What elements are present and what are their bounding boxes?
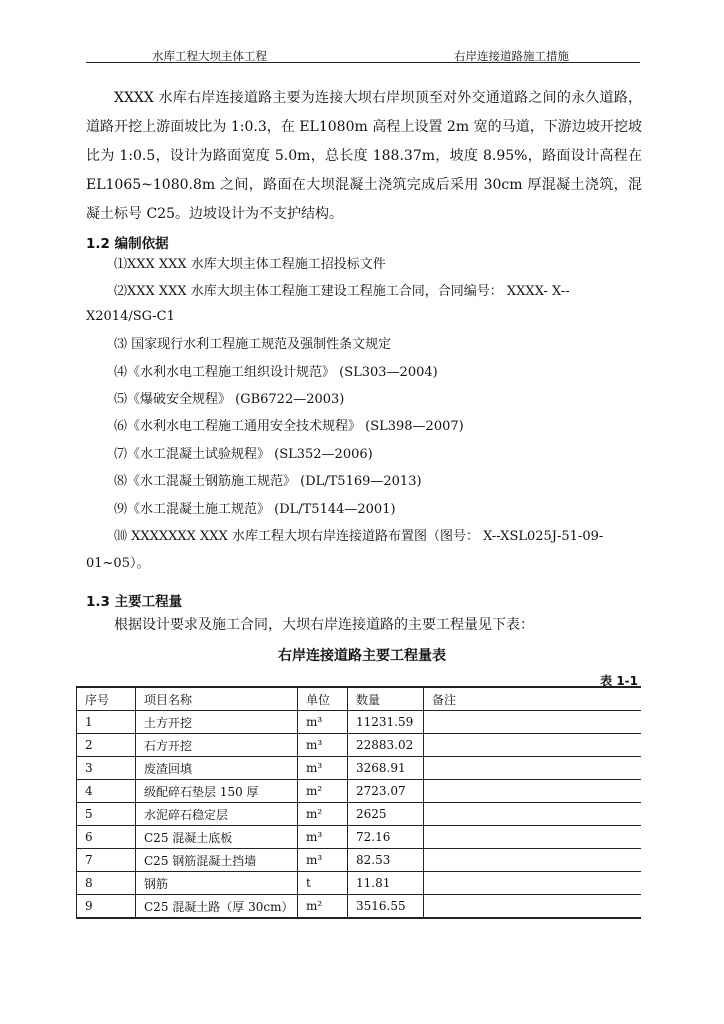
cell-remarks bbox=[424, 734, 642, 757]
reference-item: ⑼《水工混凝土施工规范》 (DL/T5144—2001) bbox=[114, 502, 396, 517]
table-title: 右岸连接道路主要工程量表 bbox=[278, 648, 446, 664]
cell-no: 8 bbox=[77, 872, 136, 895]
cell-unit: m³ bbox=[298, 849, 348, 872]
reference-item: ⑺《水工混凝土试验规程》 (SL352—2006) bbox=[114, 447, 373, 462]
cell-no: 7 bbox=[77, 849, 136, 872]
reference-item: ⑸《爆破安全规程》 (GB6722—2003) bbox=[114, 392, 345, 407]
cell-unit: m² bbox=[298, 895, 348, 919]
cell-item: 土方开挖 bbox=[136, 711, 298, 734]
cell-unit: m³ bbox=[298, 711, 348, 734]
cell-item: C25 钢筋混凝土挡墙 bbox=[136, 849, 298, 872]
cell-quantity: 2625 bbox=[348, 803, 424, 826]
cell-no: 6 bbox=[77, 826, 136, 849]
cell-no: 2 bbox=[77, 734, 136, 757]
table-row bbox=[77, 895, 642, 919]
cell-quantity: 3516.55 bbox=[348, 895, 424, 919]
quantities-table bbox=[76, 686, 641, 919]
cell-item: C25 混凝土路（厚 30cm） bbox=[136, 895, 298, 919]
cell-quantity: 3268.91 bbox=[348, 757, 424, 780]
cell-remarks bbox=[424, 826, 642, 849]
section-heading-1-2: 1.2 编制依据 bbox=[86, 236, 169, 252]
column-header-quantity: 数量 bbox=[348, 687, 424, 711]
table-intro: 根据设计要求及施工合同，大坝右岸连接道路的主要工程量见下表： bbox=[114, 617, 534, 633]
reference-item-continued: 01~05）。 bbox=[86, 556, 150, 571]
cell-item: 钢筋 bbox=[136, 872, 298, 895]
cell-quantity: 82.53 bbox=[348, 849, 424, 872]
cell-no: 5 bbox=[77, 803, 136, 826]
cell-quantity: 11231.59 bbox=[348, 711, 424, 734]
cell-item: 水泥碎石稳定层 bbox=[136, 803, 298, 826]
reference-item: ⑽ XXXXXXX XXX 水库工程大坝右岸连接道路布置图（图号： X--XSL025J-51-09- bbox=[114, 529, 604, 544]
section-heading-1-3: 1.3 主要工程量 bbox=[86, 594, 183, 610]
cell-remarks bbox=[424, 849, 642, 872]
cell-quantity: 22883.02 bbox=[348, 734, 424, 757]
header-project-title: 水库工程大坝主体工程 bbox=[152, 49, 267, 63]
reference-item: ⑹《水利水电工程施工通用安全技术规程》 (SL398—2007) bbox=[114, 419, 464, 434]
cell-remarks bbox=[424, 803, 642, 826]
table-row bbox=[77, 711, 642, 734]
cell-remarks bbox=[424, 872, 642, 895]
reference-item: ⑶ 国家现行水利工程施工规范及强制性条文规定 bbox=[114, 337, 392, 352]
cell-no: 4 bbox=[77, 780, 136, 803]
column-header-no: 序号 bbox=[77, 687, 136, 711]
cell-quantity: 72.16 bbox=[348, 826, 424, 849]
cell-remarks bbox=[424, 757, 642, 780]
column-header-remarks: 备注 bbox=[424, 687, 642, 711]
table-row bbox=[77, 872, 642, 895]
cell-no: 1 bbox=[77, 711, 136, 734]
cell-unit: m² bbox=[298, 803, 348, 826]
cell-remarks bbox=[424, 895, 642, 919]
cell-item: 级配碎石垫层 150 厚 bbox=[136, 780, 298, 803]
cell-unit: t bbox=[298, 872, 348, 895]
cell-unit: m² bbox=[298, 780, 348, 803]
cell-quantity: 2723.07 bbox=[348, 780, 424, 803]
cell-no: 9 bbox=[77, 895, 136, 919]
column-header-unit: 单位 bbox=[298, 687, 348, 711]
column-header-item: 项目名称 bbox=[136, 687, 298, 711]
reference-item: ⑴XXX XXX 水库大坝主体工程施工招投标文件 bbox=[114, 257, 386, 272]
table-row bbox=[77, 734, 642, 757]
table-row bbox=[77, 826, 642, 849]
cell-remarks bbox=[424, 711, 642, 734]
cell-item: 废渣回填 bbox=[136, 757, 298, 780]
table-header-row bbox=[77, 687, 642, 711]
cell-quantity: 11.81 bbox=[348, 872, 424, 895]
cell-no: 3 bbox=[77, 757, 136, 780]
reference-item: ⑻《水工混凝土钢筋施工规范》 (DL/T5169—2013) bbox=[114, 474, 422, 489]
cell-unit: m³ bbox=[298, 826, 348, 849]
table-number: 表 1-1 bbox=[600, 674, 638, 688]
page-header bbox=[86, 44, 640, 63]
table-row bbox=[77, 803, 642, 826]
table-row bbox=[77, 757, 642, 780]
cell-item: 石方开挖 bbox=[136, 734, 298, 757]
cell-unit: m³ bbox=[298, 734, 348, 757]
header-section-title: 右岸连接道路施工措施 bbox=[454, 49, 569, 63]
reference-item: ⑷《水利水电工程施工组织设计规范》 (SL303—2004) bbox=[114, 365, 438, 380]
reference-item-continued: X2014/SG-C1 bbox=[86, 309, 175, 324]
reference-list bbox=[86, 254, 642, 575]
cell-item: C25 混凝土底板 bbox=[136, 826, 298, 849]
table-row bbox=[77, 780, 642, 803]
intro-paragraph: XXXX 水库右岸连接道路主要为连接大坝右岸坝顶至对外交通道路之间的永久道路，道路开挖上游面坡比为 1:0.3，在 EL1080m 高程上设置 2m 宽的马道，下游边坡开挖坡比为 1:0.5，设计为路面宽度 5.0m，总长度 188.37m，坡度 8.95%，路面设计高程在 EL1065~1080.8m 之间，路面在大坝混凝土浇筑完成后采用 30cm 厚混凝土浇筑，混凝土标号 C25。边坡设计为不支护结构。 bbox=[86, 90, 642, 222]
cell-unit: m³ bbox=[298, 757, 348, 780]
table-row bbox=[77, 849, 642, 872]
cell-remarks bbox=[424, 780, 642, 803]
reference-item: ⑵XXX XXX 水库大坝主体工程施工建设工程施工合同，合同编号： XXXX- X-- bbox=[114, 284, 570, 299]
